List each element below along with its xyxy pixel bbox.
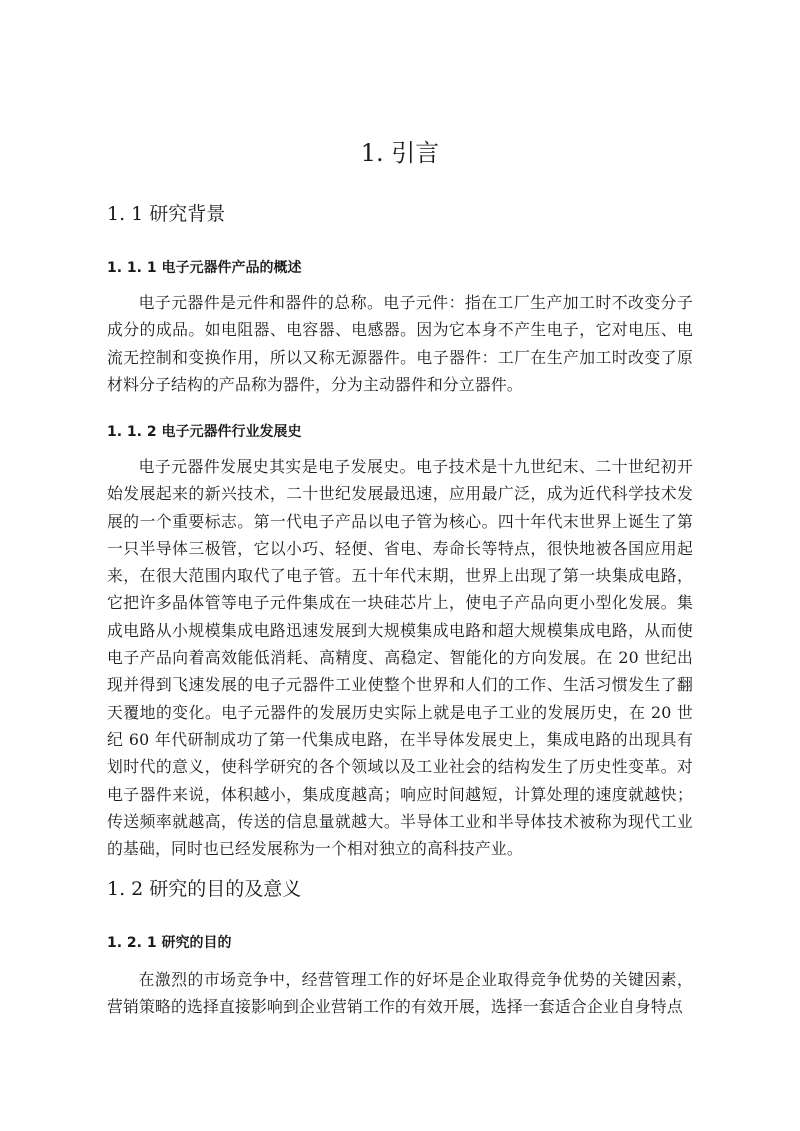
section-heading-research-background: 1. 1 研究背景	[107, 203, 226, 225]
paragraph-research-purpose: 在激烈的市场竞争中，经营管理工作的好坏是企业取得竞争优势的关键因素，营销策略的选择直接影响到企业营销工作的有效开展，选择一套适合企业自身特点	[107, 970, 693, 1017]
section-heading-purpose-significance: 1. 2 研究的目的及意义	[107, 878, 302, 900]
chapter-title: 1. 引言	[360, 139, 440, 167]
paragraph-component-overview: 电子元器件是元件和器件的总称。电子元件：指在工厂生产加工时不改变分子成分的成品。如电阻器、电容器、电感器。因为它本身不产生电子，它对电压、电流无控制和变换作用，所以又称无源器件。电子器件：工厂在生产加工时改变了原材料分子结构的产品称为器件，分为主动器件和分立器件。	[107, 293, 693, 394]
paragraph-industry-history: 电子元器件发展史其实是电子发展史。电子技术是十九世纪末、二十世纪初开始发展起来的新兴技术，二十世纪发展最迅速，应用最广泛，成为近代科学技术发展的一个重要标志。第一代电子产品以电子管为核心。四十年代末世界上诞生了第一只半导体三极管，它以小巧、轻便、省电、寿命长等特点，很快地被各国应用起来，在很大范围内取代了电子管。五十年代末期，世界上出现了第一块集成电路，它把许多晶体管等电子元件集成在一块硅芯片上，使电子产品向更小型化发展。集成电路从小规模集成电路迅速发展到大规模集成电路和超大规模集成电路，从而使电子产品向着高效能低消耗、高精度、高稳定、智能化的方向发展。在 20 世纪出现并得到飞速发展的电子元器件工业使整个世界和人们的工作、生活习惯发生了翻天覆地的变化。电子元器件的发展历史实际上就是电子工业的发展历史，在 20 世纪 60 年代研制成功了第一代集成电路，在半导体发展史上，集成电路的出现具有划时代的意义，使科学研究的各个领域以及工业社会的结构发生了历史性变革。对电子器件来说，体积越小，集成度越高；响应时间越短，计算处理的速度就越快；传送频率就越高，传送的信息量就越大。半导体工业和半导体技术被称为现代工业的基础，同时也已经发展称为一个相对独立的高科技产业。	[107, 457, 693, 859]
subsection-heading-research-purpose: 1. 2. 1 研究的目的	[107, 935, 232, 951]
subsection-heading-industry-history: 1. 1. 2 电子元器件行业发展史	[107, 424, 302, 440]
subsection-heading-component-overview: 1. 1. 1 电子元器件产品的概述	[107, 260, 302, 276]
